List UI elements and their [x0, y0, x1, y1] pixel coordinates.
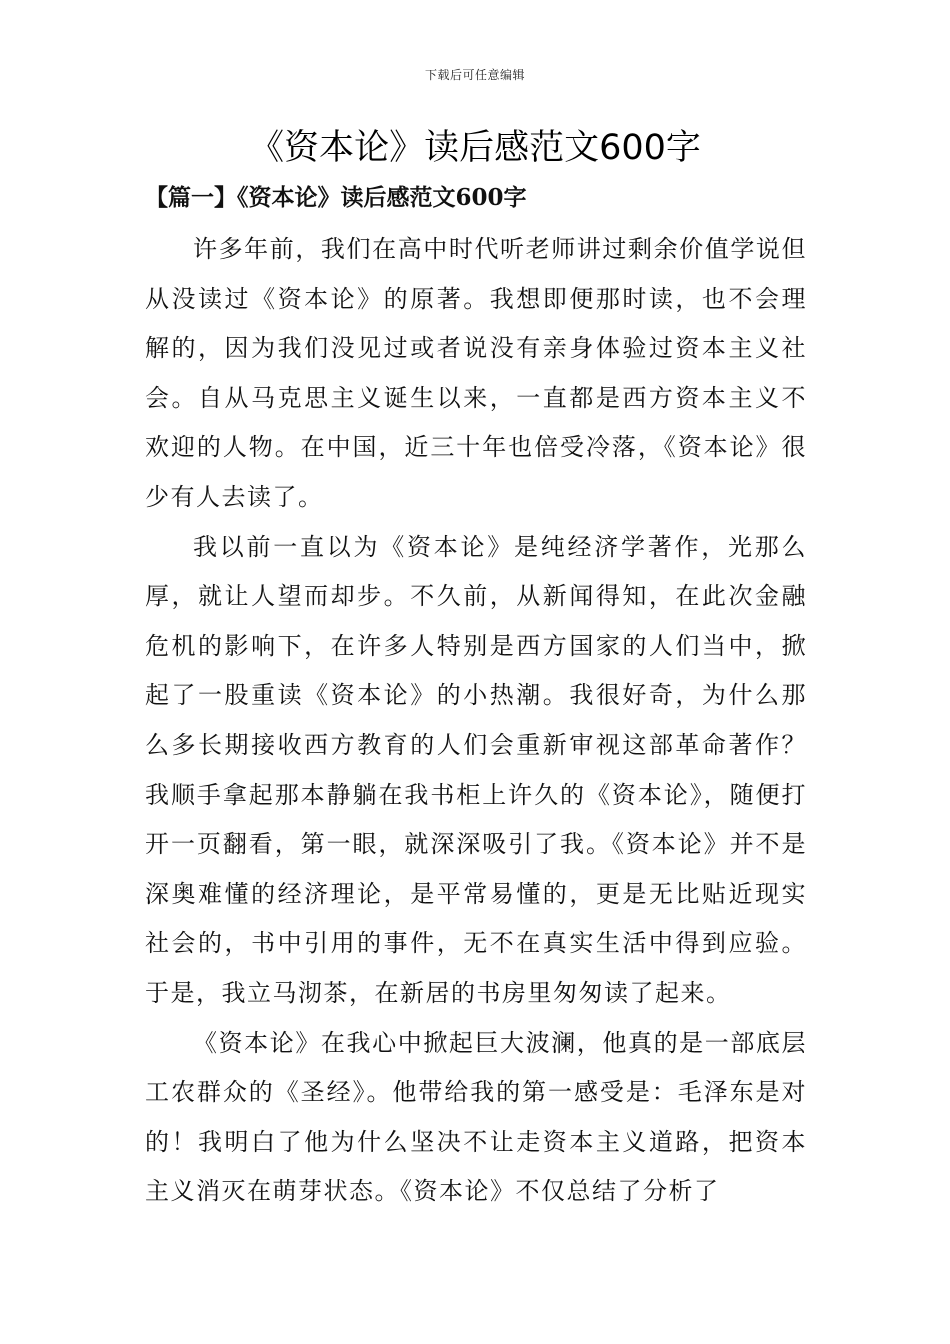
paragraph-1: 许多年前，我们在高中时代听老师讲过剩余价值学说但从没读过《资本论》的原著。我想即便那时读，也不会理解的，因为我们没见过或者说没有亲身体验过资本主义社会。自从马克思主义诞生以来，一直都是西方资本主义不欢迎的人物。在中国，近三十年也倍受冷落，《资本论》很少有人去读了。 — [145, 235, 807, 511]
paragraph-3: 《资本论》在我心中掀起巨大波澜，他真的是一部底层工农群众的《圣经》。他带给我的第一感受是：毛泽东是对的！我明白了他为什么坚决不让走资本主义道路，把资本主义消灭在萌芽状态。《资本论》不仅总结了分析了 — [145, 1028, 807, 1206]
document-title: 《资本论》读后感范文600字 — [249, 128, 701, 168]
paragraph-2: 我以前一直以为《资本论》是纯经济学著作，光那么厚，就让人望而却步。不久前，从新闻得知，在此次金融危机的影响下，在许多人特别是西方国家的人们当中，掀起了一股重读《资本论》的小热潮。我很好奇，为什么那么多长期接收西方教育的人们会重新审视这部革命著作？我顺手拿起那本静躺在我书柜上许久的《资本论》，随便打开一页翻看，第一眼，就深深吸引了我。《资本论》并不是深奥难懂的经济理论，是平常易懂的，更是无比贴近现实社会的，书中引用的事件，无不在真实生活中得到应验。于是，我立马沏茶，在新居的书房里匆匆读了起来。 — [145, 532, 807, 1007]
page-header-note: 下载后可任意编辑 — [424, 68, 525, 82]
document-body — [145, 225, 807, 1217]
section-heading: 【篇一】《资本论》读后感范文600字 — [145, 184, 527, 211]
